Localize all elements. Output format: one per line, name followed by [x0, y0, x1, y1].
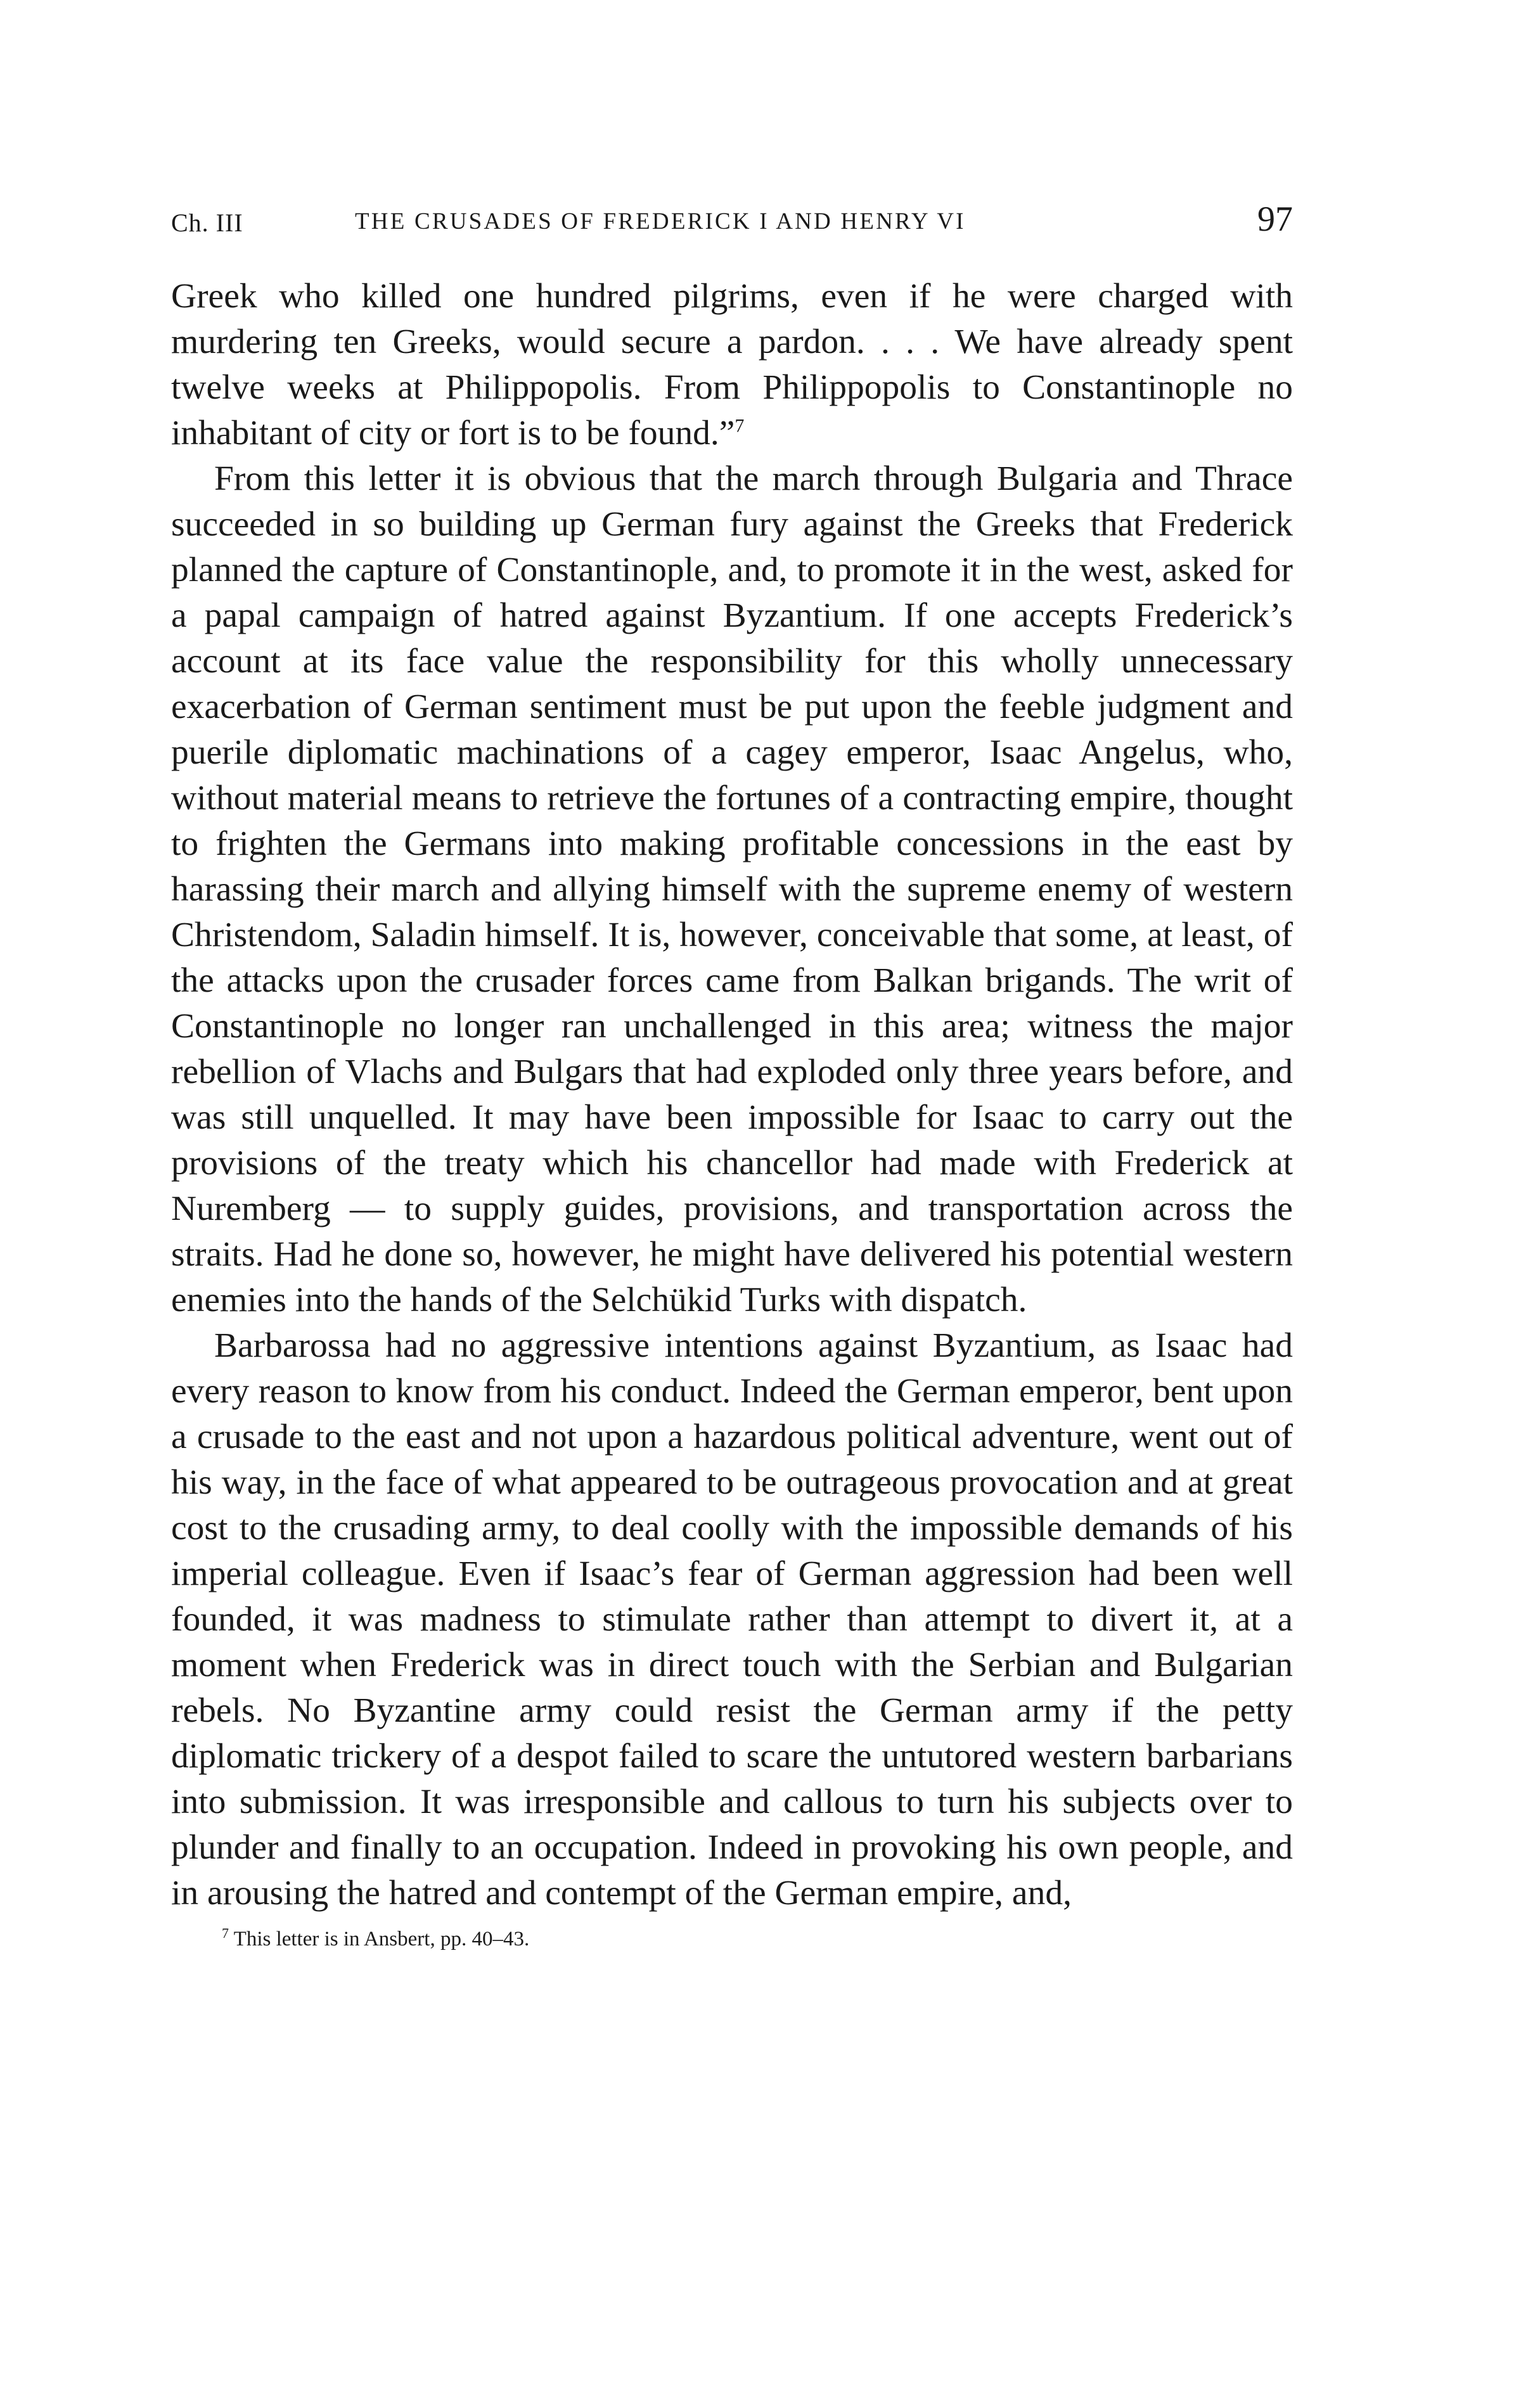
footnote: [171, 1925, 1293, 1953]
paragraph-2: From this letter it is obvious that the march through Bulgaria and Thrace succeeded in so building up German fury against the Greeks that Frederick planned the capture of Constantinople, and, to promote it in the west, asked for a papal campaign of hatred against Byzantium. If one accepts Frederick’s account at its face value the responsibility for this wholly unnecessary exacerbation of German sentiment must be put upon the feeble judgment and puerile diplomatic machinations of a cagey emperor, Isaac Angelus, who, without material means to retrieve the fortunes of a contracting empire, thought to frighten the Germans into making profitable concessions in the east by harassing their march and allying himself with the supreme enemy of western Christendom, Saladin himself. It is, however, conceivable that some, at least, of the attacks upon the crusader forces came from Balkan brigands. The writ of Constantinople no longer ran unchallenged in this area; witness the major rebellion of Vlachs and Bulgars that had exploded only three years before, and was still unquelled. It may have been impossible for Isaac to carry out the provisions of the treaty which his chancellor had made with Frederick at Nuremberg — to supply guides, provisions, and transportation across the straits. Had he done so, however, he might have delivered his potential western enemies into the hands of the Selchükid Turks with dispatch.: [171, 459, 1293, 1319]
paragraph-1: [171, 274, 1293, 456]
body-text: [171, 274, 1293, 1916]
paragraph-3: Barbarossa had no aggressive intentions against Byzantium, as Isaac had every reason to know from his conduct. Indeed the German emperor, bent upon a crusade to the east and not upon a hazardous political adventure, went out of his way, in the face of what appeared to be outrageous provocation and at great cost to the crusading army, to deal coolly with the impossible demands of his imperial colleague. Even if Isaac’s fear of German aggression had been well founded, it was madness to stimulate rather than attempt to divert it, at a moment when Frederick was in direct touch with the Serbian and Bulgarian rebels. No Byzantine army could resist the German army if the petty diplomatic trickery of a despot failed to scare the untutored western barbarians into submission. It was irresponsible and callous to turn his subjects over to plunder and finally to an occupation. Indeed in provoking his own people, and in arousing the hatred and contempt of the German empire, and,: [171, 1326, 1293, 1912]
footnote-reference: 7: [735, 415, 745, 437]
footnote-marker: 7: [222, 1925, 229, 1941]
page-number: 97: [1257, 200, 1293, 239]
running-title: THE CRUSADES OF FREDERICK I AND HENRY VI: [355, 208, 966, 234]
footnote-text: This letter is in Ansbert, pp. 40–43.: [233, 1928, 530, 1950]
paragraph-1-text: Greek who killed one hundred pilgrims, even if he were charged with murdering ten Greeks, would secure a pardon. . . . We have already spent twelve weeks at Philippopolis. From Philippopolis to Constantinople no inhabitant of city or fort is to be found.”: [171, 277, 1293, 452]
chapter-label: Ch. III: [171, 208, 243, 237]
page: [171, 190, 1293, 1953]
running-header: [171, 190, 1293, 260]
